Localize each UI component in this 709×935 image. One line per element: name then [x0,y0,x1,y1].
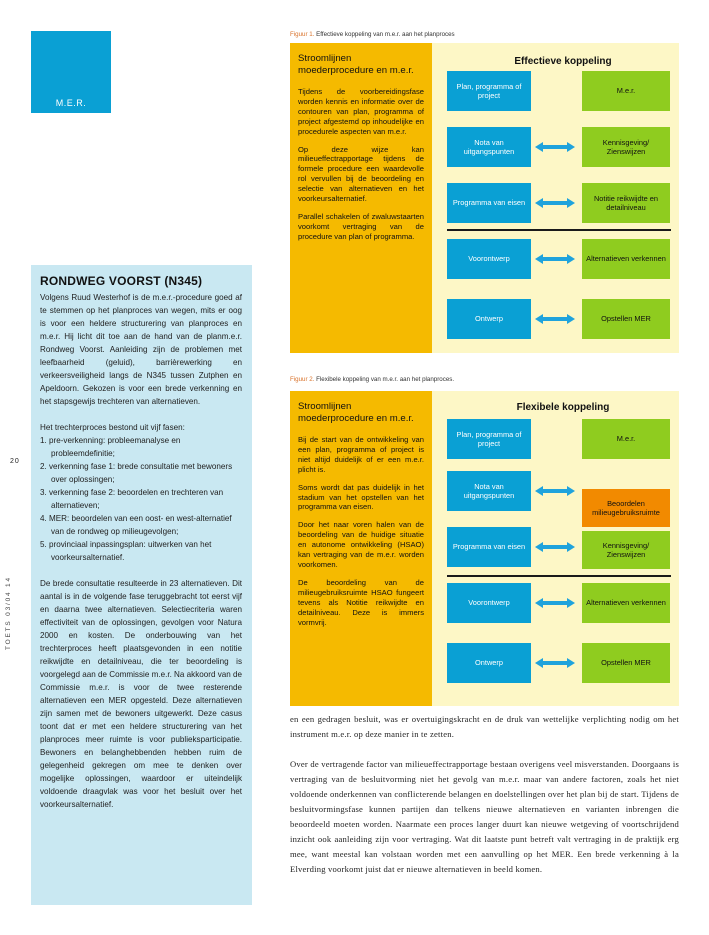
figure2-caption-text: Flexibele koppeling van m.e.r. aan het planproces. [314,376,455,383]
double-arrow-icon [535,142,575,152]
figure1-plan-step: Nota van uitgangspunten [447,127,531,167]
page-number: 20 [10,458,20,465]
figure2-panel [290,391,679,706]
figure1-mer-step: Kennisgeving/ Zienswijzen [582,127,670,167]
figure1-caption-text: Effectieve koppeling van m.e.r. aan het planproces [314,31,455,38]
figure1-plan-step: Voorontwerp [447,239,531,279]
figure1-divider [447,229,671,231]
figure1-plan-step: Ontwerp [447,299,531,339]
figure2-mer-step: Alternatieven verkennen [582,583,670,623]
article-body [290,712,679,877]
double-arrow-icon [535,198,575,208]
sidebar-box [31,265,252,905]
double-arrow-icon [535,486,575,496]
figure2-left-paragraph: Bij de start van de ontwikkeling van een plan, programma of project is niet altijd duidelijk of er een m.e.r. plicht is. [298,435,424,474]
mer-section-tile [31,31,111,113]
figure1-title: Effectieve koppeling [514,56,612,67]
figure2-caption-label: Figuur 2. [290,376,315,383]
figure2-left-paragraph: Door het naar voren halen van de beoordeling van de huidige situatie en autonome ontwikkeling (HSAO) kan vertraging van de m.e.r. worden voorkomen. [298,520,424,569]
figure2-plan-step: Nota van uitgangspunten [447,471,531,511]
sidebar-title: RONDWEG VOORST (N345) [40,274,203,288]
mer-tile-label: M.E.R. [55,98,87,108]
phase-item: 1. pre-verkenning: probleemanalyse en probleemdefinitie; [40,436,181,458]
figure1-mer-step: Alternatieven verkennen [582,239,670,279]
figure1-left-paragraph: Op deze wijze kan milieueffectrapportage tijdens de formele procedure een waardevolle rol vervullen bij de beoordeling en selectie van alternatieven en het voorkeursalternatief. [298,144,424,204]
double-arrow-icon [535,598,575,608]
figure2-title: Flexibele koppeling [516,402,610,413]
figure1-left-title: Stroomlijnen moederprocedure en m.e.r. [298,53,414,76]
phase-list [40,434,242,564]
sidebar-outro: De brede consultatie resulteerde in 23 alternatieven. Dit aantal is in de volgende fase teruggebracht tot eerst vijf en daarna twee alternatieven. Selectiecriteria waren effectiviteit van de oplossingen, gevolgen voor Natura 2000 en kosten. De onderbouwing van het trechterproces heeft plaatsgevonden in een notitie reikwijdte en detailniveau, die ter beoordeling is voorgelegd aan de Commissie m.e.r. Na akkoord van de Commissie m.e.r. is voor de twee resterende alternatieven een MER opgesteld. Deze alternatieven zijn samen met de bewoners uitgewerkt. Deze casus toont dat er met een heldere structurering van het planproces meer ruimte is voor publieksparticipatie. Bewoners en belanghebbenden hebben ruim de gelegenheid gekregen om mee te denken over mogelijke oplossingen, waardoor er uiteindelijk voldoende draagvlak was voor het besluit over het voorkeursalternatief. [40,579,242,809]
figure2-divider [447,575,671,577]
figure2-plan-step: Voorontwerp [447,583,531,623]
figure1-panel [290,43,679,353]
phase-item: 3. verkenning fase 2: beoordelen en trechteren van alternatieven; [40,488,224,510]
double-arrow-icon [535,314,575,324]
figure1-plan-step: Plan, programma of project [447,71,531,111]
body-paragraph: Over de vertragende factor van milieueffectrapportage bestaan overigens veel misverstanden. Doorgaans is vertraging van de besluitvorming niet het gevolg van m.e.r. maar van andere factoren, zoals het niet voldoende onderkennen van conflicterende belangen en doelstellingen over het plan bij de start. Tijdens de besluitvormingsfase kunnen partijen dan telkens nieuwe alternatieven en varianten inbrengen die beoordeeld moeten worden. Naarmate een proces langer duurt kan nieuwe wetgeving of voortschrijdend inzicht ook aanleiding zijn voor vertraging. Wat dit laatste punt betreft valt vertraging in de praktijk erg mee, want meestal kan volstaan worden met een aanvulling op het MER. Een brede verkenning à la Elverding voorkomt juist dat er nieuwe alternatieven in beeld komen. [290,759,679,874]
figure2-plan-step: Plan, programma of project [447,419,531,459]
figure1-left-paragraph: Tijdens de voorbereidingsfase worden kennis en informatie over de contouren van plan, programma of project afgestemd op inhoudelijke en procedurele aspecten van m.e.r. [298,87,424,136]
figure1-mer-step: M.e.r. [582,71,670,111]
figure2-mer-step: M.e.r. [582,419,670,459]
figure2-plan-step: Programma van eisen [447,527,531,567]
figure1-caption [290,31,455,38]
figure2-left-paragraph: De beoordeling van de milieugebruiksruimte HSAO fungeert tevens als Notitie reikwijdte en detailniveau. Deze is immers vormvrij. [298,577,424,627]
figure1-plan-step: Programma van eisen [447,183,531,223]
figure2-caption [290,376,454,383]
figure2-mer-step: Kennisgeving/ Zienswijzen [582,531,670,569]
figure2-mer-step-highlight: Beoordelen milieugebruiksruimte [582,489,670,527]
phase-item: 5. provinciaal inpassingsplan: uitwerken van het voorkeursalternatief. [40,540,212,562]
figure2-left-paragraph: Soms wordt dat pas duidelijk in het stadium van het opstellen van het programma van eisen. [298,482,424,512]
body-paragraph: en een gedragen besluit, was er overtuigingskracht en de druk van wettelijke verplichting nodig om het instrument m.e.r. op deze manier in te zetten. [290,714,679,739]
phase-item: 4. MER: beoordelen van een oost- en west-alternatief van de rondweg op milieugevolgen; [40,514,232,536]
figure2-left-title: Stroomlijnen moederprocedure en m.e.r. [298,401,414,424]
figure1-mer-step: Notitie reikwijdte en detailniveau [582,183,670,223]
figure1-caption-label: Figuur 1. [290,31,315,38]
double-arrow-icon [535,254,575,264]
figure2-plan-step: Ontwerp [447,643,531,683]
double-arrow-icon [535,658,575,668]
phase-item: 2. verkenning fase 1: brede consultatie met bewoners over oplossingen; [40,462,233,484]
sidebar-intro: Volgens Ruud Westerhof is de m.e.r.-procedure goed af te stemmen op het planproces van wegen, mits er oog is voor een heldere structurering van planproces en m.e.r. Hij licht dit toe aan de hand van de planm.e.r. Rondweg Voorst. Aanleiding zijn de problemen met leefbaarheid (geluid), barrièrewerking en verkeersveiligheid langs de N345 tussen Zutphen en Apeldoorn. Gekozen is voor een brede verkenning en het stapsgewijs trechteren van alternatieven. [40,293,242,406]
sidebar-list-intro: Het trechterproces bestond uit vijf fasen: [40,423,185,432]
double-arrow-icon [535,542,575,552]
figure2-left-column [290,391,432,706]
issue-label: TOETS 03/04 14 [5,576,12,650]
figure1-mer-step: Opstellen MER [582,299,670,339]
figure1-left-column [290,43,432,353]
figure2-mer-step: Opstellen MER [582,643,670,683]
figure1-left-paragraph: Parallel schakelen of zwaluwstaarten voorkomt vertraging van de procedure van plan of programma. [298,211,424,241]
